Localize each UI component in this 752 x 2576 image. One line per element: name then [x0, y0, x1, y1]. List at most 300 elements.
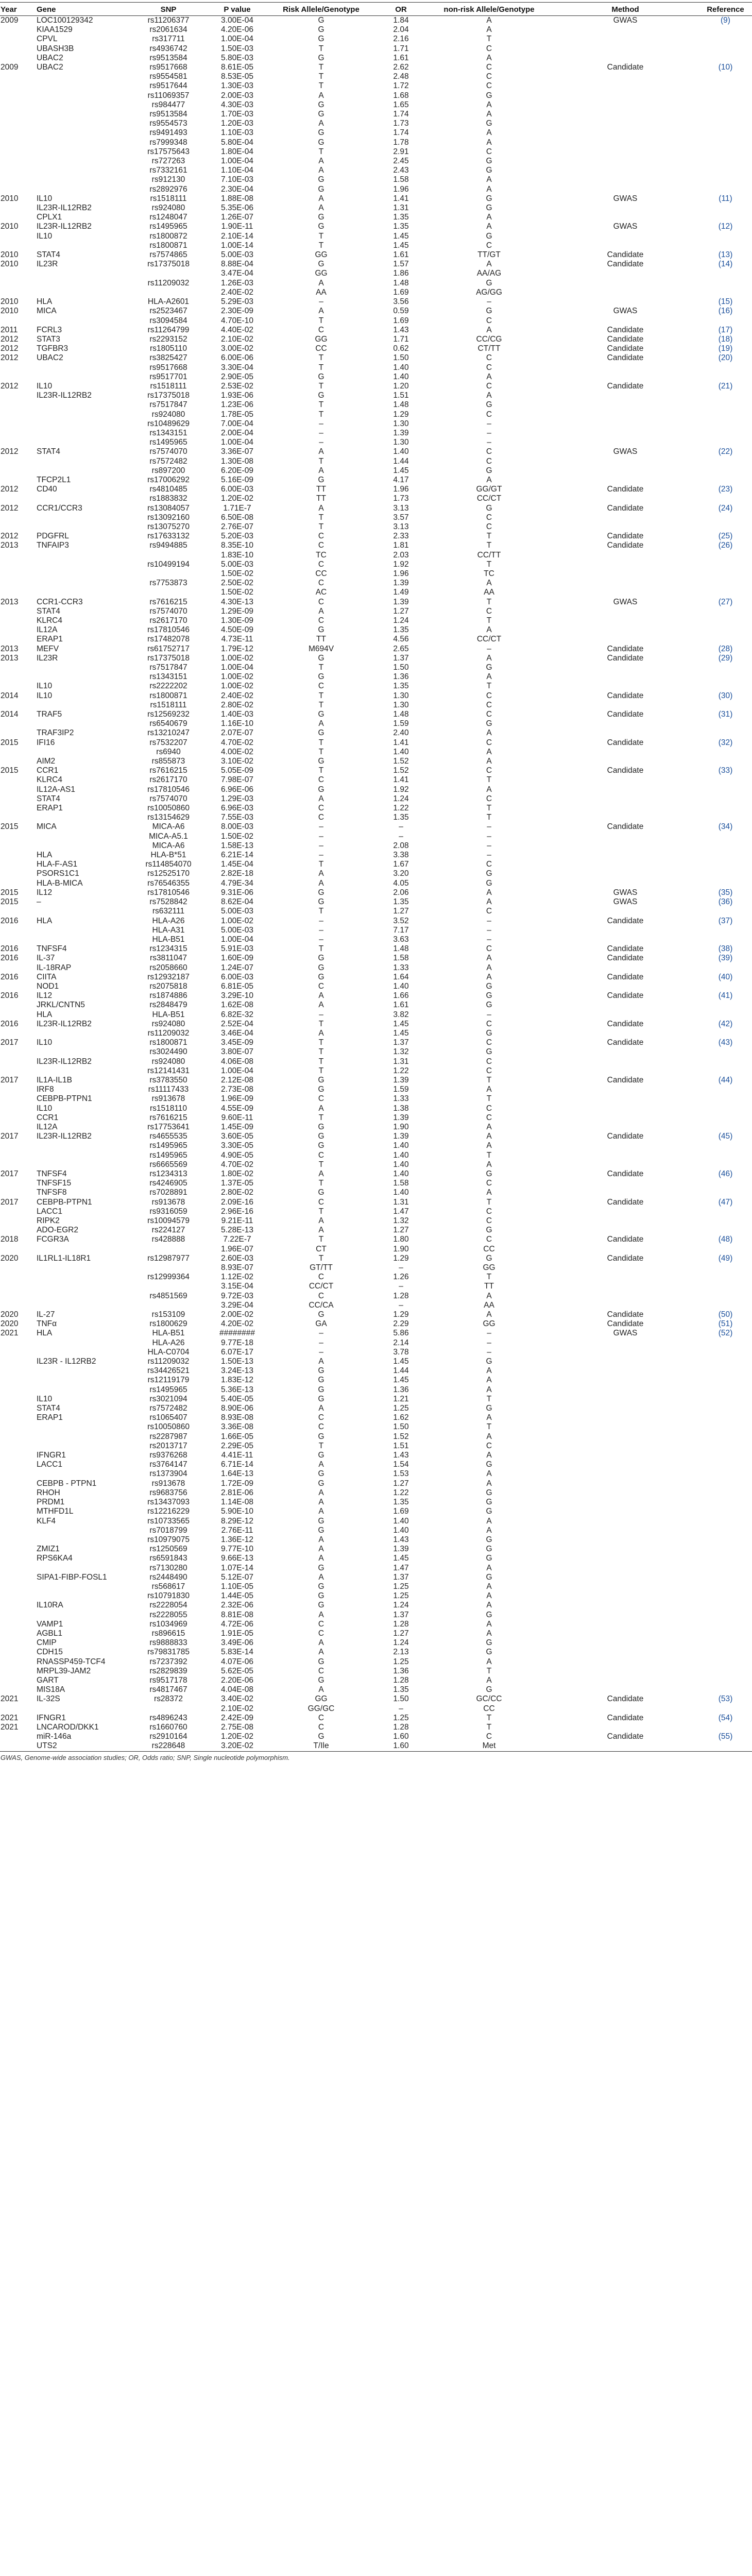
cell-reference[interactable]: (12) — [718, 222, 733, 231]
cell-reference[interactable] — [699, 1160, 752, 1170]
cell-reference[interactable]: (21) — [718, 381, 733, 391]
cell-reference[interactable] — [699, 701, 752, 710]
cell-reference[interactable] — [699, 1188, 752, 1197]
cell-reference[interactable] — [699, 429, 752, 438]
cell-reference[interactable] — [699, 1413, 752, 1422]
cell-snp: rs9517668 — [149, 63, 187, 72]
cell-non-risk-allele: A — [486, 672, 492, 682]
cell-reference[interactable] — [699, 1282, 752, 1291]
cell-non-risk-allele: C — [486, 1207, 492, 1216]
cell-reference[interactable]: (16) — [718, 307, 733, 316]
cell-reference[interactable]: (17) — [718, 325, 733, 334]
cell-p-value: 1.00E-02 — [221, 672, 253, 682]
cell-reference[interactable] — [699, 1601, 752, 1610]
table-row — [0, 1132, 752, 1141]
cell-reference[interactable] — [699, 813, 752, 822]
cell-reference[interactable] — [699, 551, 752, 560]
cell-reference[interactable]: (23) — [718, 485, 733, 494]
cell-reference[interactable] — [699, 1629, 752, 1638]
cell-year: 2021 — [1, 1329, 19, 1338]
cell-reference[interactable] — [699, 1066, 752, 1076]
cell-reference[interactable] — [699, 1648, 752, 1657]
cell-reference[interactable] — [699, 728, 752, 738]
table-row — [0, 813, 752, 822]
table-row — [0, 1582, 752, 1591]
cell-reference[interactable]: (30) — [718, 691, 733, 700]
cell-risk-allele: – — [319, 1338, 323, 1347]
cell-reference[interactable]: (53) — [718, 1694, 733, 1704]
cell-reference[interactable] — [699, 832, 752, 841]
cell-reference[interactable] — [699, 869, 752, 878]
cell-snp: rs17753641 — [147, 1122, 190, 1131]
cell-risk-allele: GT/TT — [310, 1263, 333, 1273]
cell-reference[interactable] — [699, 72, 752, 81]
cell-method — [552, 1432, 699, 1442]
cell-reference[interactable] — [699, 241, 752, 250]
cell-method — [552, 204, 699, 213]
cell-or: 1.90 — [393, 1244, 409, 1253]
cell-year — [0, 1395, 33, 1404]
cell-reference[interactable] — [699, 372, 752, 382]
cell-p-value: 5.80E-04 — [221, 138, 253, 147]
cell-reference[interactable] — [699, 1535, 752, 1545]
cell-risk-allele: TT — [316, 635, 326, 644]
cell-reference[interactable]: (22) — [718, 447, 733, 456]
cell-method: Candidate — [607, 381, 644, 391]
cell-reference[interactable] — [699, 232, 752, 241]
cell-reference[interactable] — [699, 1488, 752, 1498]
cell-reference[interactable] — [699, 1432, 752, 1442]
cell-or: 1.25 — [393, 1404, 409, 1413]
cell-reference[interactable] — [699, 1723, 752, 1732]
cell-reference[interactable] — [699, 1141, 752, 1150]
cell-reference[interactable] — [699, 1179, 752, 1188]
cell-gene: CEBPB-PTPN1 — [37, 1094, 92, 1104]
table-row — [0, 991, 752, 1001]
cell-reference[interactable]: (54) — [718, 1713, 733, 1722]
cell-snp: rs9554573 — [149, 119, 187, 128]
cell-reference[interactable] — [699, 419, 752, 429]
table-row — [0, 710, 752, 719]
cell-reference[interactable] — [699, 119, 752, 128]
cell-or: 1.25 — [393, 1657, 409, 1666]
cell-reference[interactable] — [699, 391, 752, 400]
cell-gene — [33, 1442, 129, 1451]
cell-reference[interactable] — [699, 775, 752, 785]
cell-reference[interactable] — [699, 438, 752, 447]
table-row — [0, 81, 752, 91]
header-gene: Gene — [33, 3, 129, 16]
cell-reference[interactable] — [699, 147, 752, 157]
cell-year — [0, 147, 33, 157]
cell-reference[interactable]: (28) — [718, 644, 733, 653]
cell-reference[interactable] — [699, 663, 752, 672]
cell-reference[interactable] — [699, 682, 752, 691]
cell-risk-allele: G — [318, 16, 324, 25]
cell-gene — [33, 1526, 129, 1535]
cell-reference[interactable] — [699, 513, 752, 522]
cell-gene: FCRL3 — [37, 325, 62, 334]
cell-gene: STAT4 — [37, 250, 60, 260]
cell-reference[interactable] — [699, 851, 752, 860]
cell-reference[interactable] — [699, 91, 752, 100]
cell-reference[interactable] — [699, 1479, 752, 1488]
cell-or: 1.27 — [393, 907, 409, 916]
cell-non-risk-allele: G — [486, 1610, 492, 1619]
cell-reference[interactable] — [699, 963, 752, 973]
cell-reference[interactable]: (50) — [718, 1310, 733, 1319]
cell-risk-allele: T — [318, 1160, 324, 1169]
cell-reference[interactable]: (36) — [718, 897, 733, 907]
cell-reference[interactable] — [699, 204, 752, 213]
cell-gene: STAT4 — [37, 1404, 60, 1413]
cell-risk-allele: G — [318, 175, 324, 184]
cell-reference[interactable] — [699, 1704, 752, 1714]
cell-reference[interactable] — [699, 1385, 752, 1395]
cell-p-value: 8.62E-04 — [221, 897, 253, 907]
cell-reference[interactable] — [699, 935, 752, 944]
cell-reference[interactable] — [699, 213, 752, 222]
cell-reference[interactable]: (11) — [719, 194, 732, 203]
cell-reference[interactable] — [699, 279, 752, 288]
cell-reference[interactable] — [699, 757, 752, 766]
cell-gene — [33, 119, 129, 128]
cell-reference[interactable]: (46) — [718, 1169, 733, 1178]
cell-p-value: 2.10E-02 — [221, 1704, 253, 1713]
cell-year — [0, 457, 33, 466]
cell-reference[interactable]: (27) — [718, 597, 733, 606]
cell-reference[interactable] — [699, 1029, 752, 1038]
cell-year: 2017 — [1, 1038, 19, 1047]
cell-reference[interactable] — [699, 1001, 752, 1010]
cell-reference[interactable]: (47) — [718, 1197, 733, 1207]
cell-reference[interactable] — [699, 672, 752, 682]
cell-reference[interactable] — [699, 457, 752, 466]
cell-reference[interactable] — [699, 569, 752, 579]
cell-reference[interactable] — [699, 269, 752, 278]
cell-reference[interactable] — [699, 1554, 752, 1563]
cell-reference[interactable] — [699, 1010, 752, 1020]
cell-non-risk-allele: A — [486, 175, 492, 184]
cell-reference[interactable] — [699, 982, 752, 991]
cell-p-value: 2.50E-02 — [221, 579, 253, 588]
cell-snp: rs1250569 — [149, 1545, 187, 1554]
table-row — [0, 860, 752, 869]
cell-reference[interactable] — [699, 1113, 752, 1123]
cell-reference[interactable] — [699, 1422, 752, 1432]
cell-reference[interactable] — [699, 466, 752, 476]
cell-gene — [33, 1564, 129, 1573]
cell-reference[interactable] — [699, 185, 752, 194]
table-row — [0, 25, 752, 35]
cell-reference[interactable]: (35) — [718, 888, 733, 897]
cell-reference[interactable] — [699, 44, 752, 54]
cell-non-risk-allele: C — [486, 1441, 492, 1450]
cell-reference[interactable] — [699, 588, 752, 597]
cell-reference[interactable] — [699, 316, 752, 326]
cell-p-value: 3.36E-07 — [221, 447, 253, 456]
cell-non-risk-allele: A — [486, 1563, 492, 1572]
cell-reference[interactable] — [699, 100, 752, 110]
cell-reference[interactable]: (14) — [718, 260, 733, 269]
cell-reference[interactable] — [699, 54, 752, 63]
cell-p-value: 1.50E-02 — [221, 588, 253, 597]
cell-reference[interactable] — [699, 1591, 752, 1601]
cell-year — [0, 682, 33, 691]
cell-reference[interactable] — [699, 1207, 752, 1216]
cell-reference[interactable]: (24) — [718, 503, 733, 513]
cell-reference[interactable]: (40) — [718, 972, 733, 981]
cell-reference[interactable] — [699, 1667, 752, 1676]
cell-reference[interactable] — [699, 1104, 752, 1113]
cell-reference[interactable] — [699, 1273, 752, 1282]
cell-reference[interactable]: (25) — [718, 532, 733, 541]
cell-reference[interactable] — [699, 1338, 752, 1348]
cell-year — [0, 269, 33, 278]
cell-reference[interactable]: (34) — [718, 822, 733, 832]
cell-reference[interactable] — [699, 579, 752, 588]
cell-reference[interactable]: (41) — [718, 991, 733, 1001]
cell-reference[interactable] — [699, 25, 752, 35]
table-row — [0, 672, 752, 682]
cell-reference[interactable] — [699, 363, 752, 372]
cell-reference[interactable]: (29) — [718, 653, 733, 663]
cell-reference[interactable]: (18) — [718, 334, 733, 344]
cell-reference[interactable] — [699, 1357, 752, 1366]
cell-snp: rs1234313 — [149, 1169, 187, 1178]
cell-snp: rs1874886 — [149, 991, 187, 1001]
cell-reference[interactable] — [699, 1263, 752, 1273]
cell-snp: rs9517668 — [149, 363, 187, 372]
header-non-risk-allele: non-risk Allele/Genotype — [426, 3, 552, 16]
cell-reference[interactable] — [699, 860, 752, 869]
table-row — [0, 1001, 752, 1010]
cell-gene — [33, 1704, 129, 1714]
cell-reference[interactable] — [699, 128, 752, 138]
cell-reference[interactable] — [699, 1545, 752, 1554]
cell-year: 2012 — [1, 447, 19, 456]
cell-non-risk-allele: A — [486, 954, 492, 963]
cell-reference[interactable] — [699, 1292, 752, 1301]
cell-reference[interactable] — [699, 1451, 752, 1460]
cell-gene: IL10 — [37, 682, 53, 691]
cell-risk-allele: G — [318, 138, 324, 147]
cell-reference[interactable]: (33) — [718, 766, 733, 775]
cell-reference[interactable] — [699, 1094, 752, 1104]
cell-gene — [33, 1376, 129, 1385]
cell-reference[interactable]: (44) — [718, 1075, 733, 1084]
cell-gene — [33, 1245, 129, 1254]
cell-reference[interactable] — [699, 1507, 752, 1516]
cell-gene: LNCAROD/DKK1 — [37, 1722, 99, 1732]
cell-reference[interactable] — [699, 841, 752, 851]
cell-snp — [129, 288, 208, 297]
table-row — [0, 1385, 752, 1395]
cell-reference[interactable] — [699, 719, 752, 728]
cell-non-risk-allele: AA — [484, 588, 494, 597]
cell-reference[interactable]: (32) — [718, 738, 733, 747]
cell-risk-allele: T — [318, 1113, 324, 1122]
cell-non-risk-allele: T — [486, 541, 492, 550]
cell-or: 2.14 — [393, 1338, 409, 1347]
cell-reference[interactable]: (38) — [718, 944, 733, 954]
cell-reference[interactable] — [699, 1469, 752, 1479]
cell-reference[interactable] — [699, 1395, 752, 1404]
cell-reference[interactable]: (13) — [718, 250, 733, 260]
cell-reference[interactable] — [699, 1151, 752, 1160]
cell-reference[interactable] — [699, 1047, 752, 1057]
cell-method — [552, 513, 699, 522]
table-row — [0, 1704, 752, 1714]
cell-snp: rs7018799 — [149, 1526, 187, 1535]
cell-method — [552, 232, 699, 241]
cell-year — [0, 232, 33, 241]
cell-snp: rs79831785 — [147, 1648, 190, 1657]
cell-reference[interactable] — [699, 288, 752, 297]
cell-reference[interactable] — [699, 560, 752, 569]
cell-reference[interactable] — [699, 1460, 752, 1469]
cell-reference[interactable] — [699, 138, 752, 147]
cell-reference[interactable]: (48) — [718, 1235, 733, 1244]
cell-non-risk-allele: T — [486, 813, 492, 822]
cell-reference[interactable] — [699, 907, 752, 916]
cell-reference[interactable]: (49) — [718, 1253, 733, 1263]
cell-method — [552, 1010, 699, 1020]
cell-reference[interactable]: (55) — [718, 1732, 733, 1741]
table-row — [0, 1235, 752, 1244]
cell-gene: IL1A-IL1B — [37, 1075, 72, 1084]
cell-risk-allele: T — [318, 410, 324, 419]
cell-snp: rs1805110 — [149, 344, 187, 353]
cell-reference[interactable]: (10) — [718, 63, 733, 72]
cell-reference[interactable] — [699, 1611, 752, 1620]
cell-reference[interactable] — [699, 926, 752, 935]
cell-reference[interactable] — [699, 616, 752, 625]
table-row — [0, 241, 752, 250]
cell-snp: rs924080 — [151, 410, 185, 419]
cell-p-value: 1.00E-02 — [221, 916, 253, 925]
cell-gene: FCGR3A — [37, 1235, 69, 1244]
cell-reference[interactable] — [699, 35, 752, 44]
cell-risk-allele: A — [318, 606, 324, 616]
cell-reference[interactable] — [699, 1582, 752, 1591]
cell-p-value: 2.40E-02 — [221, 287, 253, 297]
cell-reference[interactable] — [699, 794, 752, 804]
cell-reference[interactable]: (20) — [718, 353, 733, 363]
cell-reference[interactable] — [699, 1376, 752, 1385]
cell-reference[interactable] — [699, 1348, 752, 1357]
cell-reference[interactable] — [699, 1741, 752, 1751]
cell-reference[interactable] — [699, 748, 752, 757]
cell-reference[interactable]: (45) — [718, 1132, 733, 1141]
cell-reference[interactable] — [699, 81, 752, 91]
cell-gene — [33, 1385, 129, 1395]
cell-reference[interactable] — [699, 1685, 752, 1694]
cell-reference[interactable] — [699, 410, 752, 419]
cell-reference[interactable]: (31) — [718, 710, 733, 719]
cell-reference[interactable]: (43) — [718, 1038, 733, 1047]
cell-reference[interactable] — [699, 1442, 752, 1451]
cell-reference[interactable] — [699, 625, 752, 635]
cell-reference[interactable] — [699, 879, 752, 888]
cell-reference[interactable]: (26) — [718, 541, 733, 550]
cell-snp: rs1800871 — [149, 691, 187, 700]
cell-reference[interactable] — [699, 1638, 752, 1648]
cell-gene: TNFSF4 — [37, 944, 67, 954]
cell-reference[interactable] — [699, 1620, 752, 1629]
cell-risk-allele: – — [319, 916, 323, 925]
cell-reference[interactable] — [699, 1226, 752, 1235]
cell-reference[interactable]: (51) — [718, 1319, 733, 1329]
cell-reference[interactable]: (42) — [718, 1019, 733, 1028]
cell-reference[interactable] — [699, 1564, 752, 1573]
cell-year — [0, 138, 33, 147]
cell-reference[interactable]: (37) — [718, 916, 733, 925]
cell-reference[interactable] — [699, 1526, 752, 1535]
cell-reference[interactable]: (15) — [718, 297, 733, 307]
cell-reference[interactable]: (19) — [718, 344, 733, 353]
cell-reference[interactable] — [699, 476, 752, 485]
cell-reference[interactable] — [699, 1404, 752, 1413]
cell-reference[interactable]: (9) — [721, 16, 730, 25]
cell-reference[interactable] — [699, 635, 752, 644]
cell-reference[interactable] — [699, 400, 752, 410]
cell-snp: rs3094584 — [149, 316, 187, 325]
cell-risk-allele: T — [318, 147, 324, 156]
cell-reference[interactable] — [699, 1245, 752, 1254]
cell-p-value: 1.64E-13 — [221, 1469, 253, 1479]
cell-reference[interactable]: (52) — [718, 1329, 733, 1338]
cell-risk-allele: – — [319, 1329, 323, 1338]
cell-reference[interactable] — [699, 494, 752, 503]
cell-reference[interactable] — [699, 1301, 752, 1310]
cell-reference[interactable] — [699, 1366, 752, 1376]
cell-risk-allele: T — [318, 700, 324, 709]
cell-reference[interactable] — [699, 1573, 752, 1582]
cell-reference[interactable] — [699, 1657, 752, 1667]
cell-year — [0, 1442, 33, 1451]
cell-risk-allele: G — [318, 100, 324, 109]
cell-reference[interactable] — [699, 804, 752, 813]
table-row — [0, 147, 752, 157]
cell-p-value: 3.47E-04 — [221, 269, 253, 278]
cell-reference[interactable] — [699, 1498, 752, 1507]
cell-reference[interactable] — [699, 1216, 752, 1226]
table-row — [0, 1432, 752, 1442]
cell-reference[interactable] — [699, 157, 752, 166]
table-row — [0, 701, 752, 710]
cell-reference[interactable] — [699, 785, 752, 794]
cell-method — [552, 860, 699, 869]
cell-reference[interactable] — [699, 607, 752, 616]
table-row — [0, 1254, 752, 1263]
cell-reference[interactable] — [699, 1057, 752, 1066]
cell-reference[interactable] — [699, 110, 752, 119]
cell-reference[interactable] — [699, 522, 752, 532]
cell-year — [0, 1348, 33, 1357]
cell-snp: rs9554581 — [149, 72, 187, 81]
cell-or: 1.24 — [393, 616, 409, 625]
cell-reference[interactable] — [699, 175, 752, 184]
cell-reference[interactable] — [699, 166, 752, 175]
cell-reference[interactable]: (39) — [718, 954, 733, 963]
cell-reference[interactable] — [699, 1085, 752, 1094]
cell-reference[interactable] — [699, 1517, 752, 1526]
cell-snp: rs924080 — [151, 204, 185, 213]
cell-reference[interactable] — [699, 1123, 752, 1132]
cell-method — [552, 1629, 699, 1638]
cell-reference[interactable] — [699, 1676, 752, 1685]
